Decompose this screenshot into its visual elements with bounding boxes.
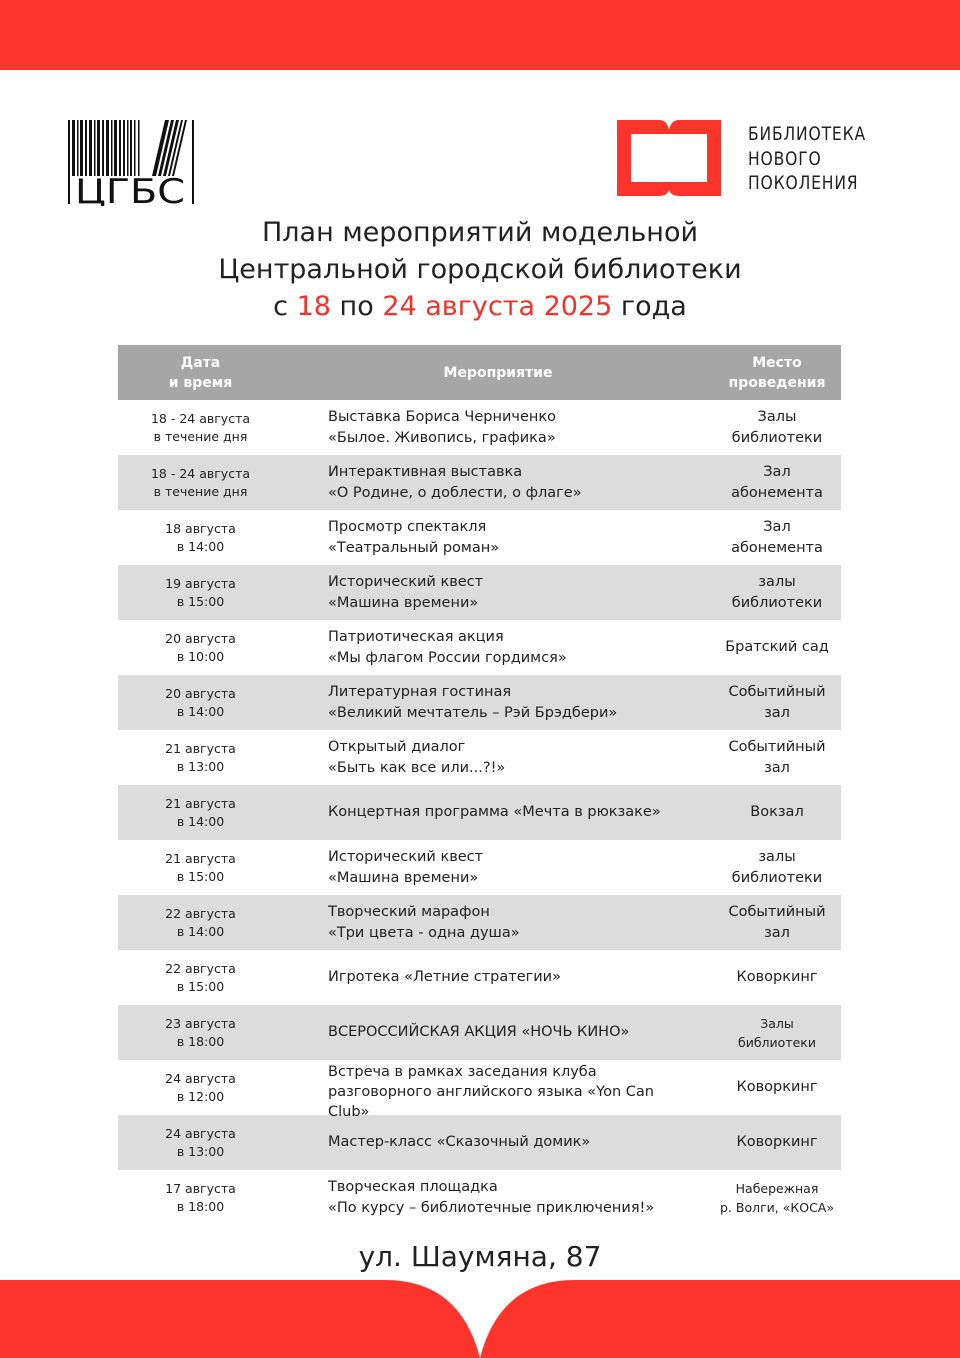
cell-event-line: «Мы флагом России гордимся» [328, 649, 567, 666]
cell-date-line: в течение дня [153, 483, 248, 499]
title-text: с [273, 291, 297, 322]
cell-event-line: Выставка Бориса Черниченко [328, 408, 556, 425]
table-row [118, 620, 841, 675]
barcode-icon [66, 118, 198, 206]
cell-date-line: 20 августа [165, 630, 236, 646]
cell-date-line: 21 августа [165, 740, 236, 756]
cell-date-line: в 13:00 [176, 758, 225, 774]
cell-event-line: Мастер-класс «Сказочный домик» [328, 1134, 591, 1150]
cell-place-line: Залы [760, 1015, 794, 1031]
cell-event-line: «Великий мечтатель – Рэй Брэдбери» [328, 704, 618, 721]
cell-event [283, 730, 713, 785]
cell-date [118, 455, 283, 510]
open-book-icon [617, 120, 721, 196]
cell-date [118, 620, 283, 675]
cell-place [713, 510, 841, 565]
new-generation-library-logo [617, 120, 721, 196]
table-row [118, 455, 841, 510]
cell-event-line: «Машина времени» [328, 869, 479, 886]
cell-place-line: Набережная [735, 1180, 819, 1196]
table-row [118, 510, 841, 565]
cell-date [118, 400, 283, 455]
cell-date-line: в течение дня [153, 428, 248, 444]
cell-date-line: в 15:00 [176, 868, 225, 884]
cell-place [713, 455, 841, 510]
cgbs-logo [66, 118, 198, 206]
cell-place-line: библиотеки [731, 594, 823, 611]
cell-place-line: Братский сад [725, 639, 829, 655]
cell-place-line: библиотеки [738, 1034, 816, 1050]
cell-date-line: 17 августа [165, 1180, 236, 1196]
cell-event-line: «Былое. Живопись, графика» [328, 429, 556, 446]
cell-place-line: Событийный [728, 738, 826, 755]
bottom-red-band-book-icon [0, 1280, 960, 1358]
cell-event-line: «Три цвета - одна душа» [328, 924, 520, 941]
library-logo-text [748, 122, 866, 196]
cell-event [283, 840, 713, 895]
table-row [118, 1115, 841, 1170]
cell-event-line: Патриотическая акция [328, 628, 504, 645]
cell-event-line: Творческий марафон [328, 903, 490, 920]
cell-event-line: Литературная гостиная [328, 683, 512, 700]
header-date-line: Дата [180, 354, 221, 371]
address: ул. Шаумяна, 87 [358, 1240, 602, 1273]
page-title [0, 214, 960, 325]
table-row [118, 1060, 841, 1120]
cell-place-line: зал [764, 924, 790, 941]
cell-date-line: 21 августа [165, 795, 236, 811]
cell-date-line: 19 августа [165, 575, 236, 591]
header-place [713, 345, 841, 400]
cell-place-line: Событийный [728, 903, 826, 920]
date-from: 18 [296, 291, 331, 322]
cell-event-line: Исторический квест [328, 848, 484, 865]
cell-event [283, 950, 713, 1005]
cell-place-line: библиотеки [731, 869, 823, 886]
cell-place-line: Вокзал [750, 804, 804, 820]
cell-event [283, 400, 713, 455]
cell-date-line: 24 августа [165, 1125, 236, 1141]
logo-line: БИБЛИОТЕКА [748, 123, 866, 145]
cell-date-line: в 12:00 [176, 1088, 225, 1104]
cell-place [713, 785, 841, 840]
cell-event-line: Исторический квест [328, 573, 484, 590]
cell-date-line: в 14:00 [176, 703, 225, 719]
cell-event [283, 895, 713, 950]
cell-place-line: Событийный [728, 683, 826, 700]
cell-place-line: библиотеки [731, 429, 823, 446]
cell-date-line: 18 - 24 августа [150, 465, 251, 481]
cell-place-line: Коворкинг [736, 969, 818, 985]
cell-event [283, 1005, 713, 1060]
cell-date [118, 510, 283, 565]
table-row [118, 950, 841, 1005]
cell-place [713, 895, 841, 950]
cell-date [118, 1060, 283, 1115]
cell-event-line: Club» [328, 1103, 370, 1120]
table-row [118, 895, 841, 950]
table-row [118, 400, 841, 455]
cell-place [713, 1170, 841, 1225]
title-line-1: План мероприятий модельной [261, 217, 699, 248]
table-body [118, 400, 841, 1225]
cell-date [118, 675, 283, 730]
cell-place-line: залы [758, 848, 796, 865]
cell-event [283, 785, 713, 840]
logo-line: ПОКОЛЕНИЯ [748, 172, 859, 194]
cell-date [118, 1115, 283, 1170]
header-place-line: Место [752, 354, 802, 371]
cell-date-line: в 10:00 [176, 648, 225, 664]
logo-line: НОВОГО [748, 147, 822, 170]
cell-event [283, 1115, 713, 1170]
cell-place [713, 620, 841, 675]
cell-date-line: в 14:00 [176, 813, 225, 829]
cell-event-line: Встреча в рамках заседания клуба [328, 1063, 597, 1080]
title-line-3 [0, 288, 960, 325]
title-text: года [612, 291, 687, 322]
cell-event [283, 1060, 713, 1120]
cell-event [283, 455, 713, 510]
cell-place-line: абонемента [731, 484, 823, 501]
cell-place-line: Коворкинг [736, 1134, 818, 1150]
cell-place-line: зал [764, 704, 790, 721]
cell-event-line: «Машина времени» [328, 594, 479, 611]
cell-event-line: Творческая площадка [328, 1178, 498, 1195]
cell-date-line: в 15:00 [176, 593, 225, 609]
cell-place [713, 675, 841, 730]
cell-date [118, 950, 283, 1005]
cell-place-line: зал [764, 759, 790, 776]
cell-date-line: в 15:00 [176, 978, 225, 994]
cell-place-line: Коворкинг [736, 1079, 818, 1095]
cell-event-line: разговорного английского языка «Yon Can [328, 1083, 654, 1100]
cell-date-line: 18 августа [165, 520, 236, 536]
cell-date-line: 22 августа [165, 905, 236, 921]
cell-date [118, 1005, 283, 1060]
events-table [118, 345, 841, 1225]
cell-place [713, 840, 841, 895]
cell-date [118, 1170, 283, 1225]
cell-date [118, 785, 283, 840]
cell-place-line: Залы [757, 408, 797, 425]
table-header [118, 345, 841, 400]
cell-place-line: р. Волги, «КОСА» [719, 1199, 835, 1215]
cell-date-line: 24 августа [165, 1070, 236, 1086]
table-row [118, 565, 841, 620]
cell-place-line: залы [758, 573, 796, 590]
cell-event-line: Просмотр спектакля [328, 518, 487, 535]
table-row [118, 1170, 841, 1225]
cell-date [118, 895, 283, 950]
cell-event-line: Открытый диалог [328, 738, 466, 755]
cell-place [713, 400, 841, 455]
title-text: по [330, 291, 383, 322]
cell-place [713, 950, 841, 1005]
top-red-band [0, 0, 960, 70]
cell-event-line: «Быть как все или...?!» [328, 759, 506, 776]
cell-event [283, 565, 713, 620]
cell-place-line: абонемента [731, 539, 823, 556]
header-date-line: и время [168, 374, 233, 391]
cell-event-line: «Театральный роман» [328, 539, 500, 556]
cgbs-logo-text: ЦГБС [75, 172, 185, 206]
table-row [118, 1005, 841, 1060]
table-row [118, 840, 841, 895]
cell-event [283, 510, 713, 565]
cell-date [118, 840, 283, 895]
cell-date-line: в 14:00 [176, 538, 225, 554]
cell-place [713, 1115, 841, 1170]
cell-place [713, 730, 841, 785]
header-date [118, 345, 283, 400]
cell-event-line: Концертная программа «Мечта в рюкзаке» [328, 804, 661, 820]
cell-date [118, 565, 283, 620]
cell-place [713, 1005, 841, 1060]
cell-place [713, 1060, 841, 1115]
table-row [118, 785, 841, 840]
cell-event-line: Игротека «Летние стратегии» [328, 969, 561, 985]
cell-date-line: в 18:00 [176, 1198, 225, 1214]
cell-event [283, 620, 713, 675]
table-row [118, 675, 841, 730]
cell-place [713, 565, 841, 620]
cell-date-line: 18 - 24 августа [150, 410, 251, 426]
cell-date-line: в 13:00 [176, 1143, 225, 1159]
cell-event-line: ВСЕРОССИЙСКАЯ АКЦИЯ «НОЧЬ КИНО» [328, 1024, 630, 1040]
cell-event [283, 1170, 713, 1225]
cell-event-line: Интерактивная выставка [328, 463, 523, 480]
cell-event [283, 675, 713, 730]
cell-event-line: «О Родине, о доблести, о флаге» [328, 484, 582, 501]
cell-date-line: 23 августа [165, 1015, 236, 1031]
header-place-line: проведения [728, 374, 826, 391]
cell-date-line: в 14:00 [176, 923, 225, 939]
cell-place-line: Зал [763, 518, 791, 535]
cell-date-line: 21 августа [165, 850, 236, 866]
title-line-2: Центральной городской библиотеки [218, 254, 742, 285]
cell-place-line: Зал [763, 463, 791, 480]
cell-date-line: в 18:00 [176, 1033, 225, 1049]
cell-date-line: 22 августа [165, 960, 236, 976]
cell-date [118, 730, 283, 785]
cell-date-line: 20 августа [165, 685, 236, 701]
date-to: 24 августа 2025 [382, 291, 613, 322]
cell-event-line: «По курсу – библиотечные приключения!» [328, 1199, 655, 1216]
table-row [118, 730, 841, 785]
header-event: Мероприятие [443, 364, 553, 381]
